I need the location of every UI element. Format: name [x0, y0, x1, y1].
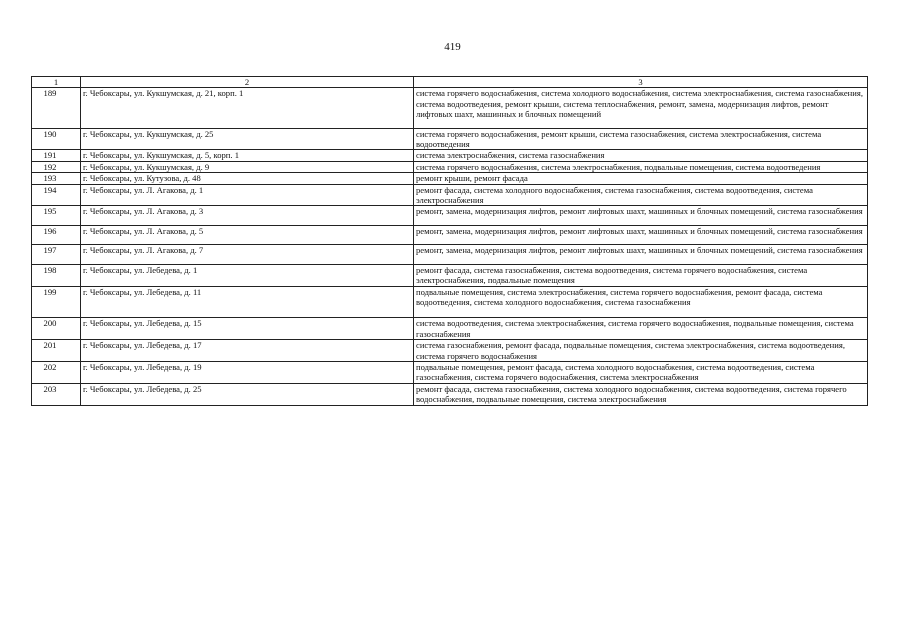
- row-works: ремонт фасада, система газоснабжения, система холодного водоснабжения, система водоотведения, система горячего водоснабжения, подвальные помещения, система электроснабжения: [414, 383, 868, 405]
- row-address: г. Чебоксары, ул. Л. Агакова, д. 3: [81, 206, 414, 225]
- row-number: 191: [32, 150, 81, 161]
- row-works: система горячего водоснабжения, ремонт крыши, система газоснабжения, система электроснабжения, система водоотведения: [414, 128, 868, 150]
- table-header-row: [32, 77, 868, 88]
- table-body: [32, 88, 868, 405]
- row-works: ремонт, замена, модернизация лифтов, ремонт лифтовых шахт, машинных и блочных помещений, система газоснабжения: [414, 225, 868, 244]
- row-number: 198: [32, 264, 81, 286]
- row-works: ремонт фасада, система холодного водоснабжения, система газоснабжения, система водоотведения, система электроснабжения: [414, 184, 868, 206]
- row-works: система электроснабжения, система газоснабжения: [414, 150, 868, 161]
- row-address: г. Чебоксары, ул. Л. Агакова, д. 1: [81, 184, 414, 206]
- table-row: [32, 383, 868, 405]
- table-row: [32, 245, 868, 264]
- row-number: 195: [32, 206, 81, 225]
- table-row: [32, 340, 868, 362]
- row-address: г. Чебоксары, ул. Л. Агакова, д. 7: [81, 245, 414, 264]
- table-row: [32, 128, 868, 150]
- table-row: [32, 161, 868, 172]
- row-address: г. Чебоксары, ул. Кукшумская, д. 25: [81, 128, 414, 150]
- table-row: [32, 88, 868, 128]
- row-number: 193: [32, 173, 81, 184]
- row-number: 203: [32, 383, 81, 405]
- row-number: 197: [32, 245, 81, 264]
- row-address: г. Чебоксары, ул. Кукшумская, д. 5, корп. 1: [81, 150, 414, 161]
- row-works: система горячего водоснабжения, система электроснабжения, подвальные помещения, система водоотведения: [414, 161, 868, 172]
- row-address: г. Чебоксары, ул. Кукшумская, д. 9: [81, 161, 414, 172]
- row-address: г. Чебоксары, ул. Л. Агакова, д. 5: [81, 225, 414, 244]
- row-address: г. Чебоксары, ул. Лебедева, д. 25: [81, 383, 414, 405]
- registry-table: [31, 76, 868, 406]
- row-number: 200: [32, 318, 81, 340]
- table-row: [32, 361, 868, 383]
- row-address: г. Чебоксары, ул. Лебедева, д. 19: [81, 361, 414, 383]
- row-works: система газоснабжения, ремонт фасада, подвальные помещения, система электроснабжения, система водоотведения, система горячего водоснабжения: [414, 340, 868, 362]
- table-row: [32, 206, 868, 225]
- table-row: [32, 225, 868, 244]
- column-header-3: 3: [414, 77, 868, 88]
- row-number: 189: [32, 88, 81, 128]
- row-works: подвальные помещения, ремонт фасада, система холодного водоснабжения, система водоотведения, система газоснабжения, система горячего водоснабжения, система электроснабжения: [414, 361, 868, 383]
- table-row: [32, 264, 868, 286]
- row-works: ремонт фасада, система газоснабжения, система водоотведения, система горячего водоснабжения, система электроснабжения, подвальные помещения: [414, 264, 868, 286]
- row-address: г. Чебоксары, ул. Лебедева, д. 1: [81, 264, 414, 286]
- column-header-2: 2: [81, 77, 414, 88]
- table-row: [32, 318, 868, 340]
- row-works: система горячего водоснабжения, система холодного водоснабжения, система электроснабжения, система газоснабжения, система водоотведения, ремонт крыши, система теплоснабжения, ремонт, замена, модернизация лифтов, ремонт лифтовых шахт, машинных и блочных помещений: [414, 88, 868, 128]
- row-works: ремонт, замена, модернизация лифтов, ремонт лифтовых шахт, машинных и блочных помещений, система газоснабжения: [414, 245, 868, 264]
- row-number: 190: [32, 128, 81, 150]
- row-number: 194: [32, 184, 81, 206]
- table-row: [32, 184, 868, 206]
- row-works: система водоотведения, система электроснабжения, система горячего водоснабжения, подвальные помещения, система газоснабжения: [414, 318, 868, 340]
- table-row: [32, 150, 868, 161]
- table-row: [32, 173, 868, 184]
- table-row: [32, 286, 868, 318]
- row-works: подвальные помещения, система электроснабжения, система горячего водоснабжения, ремонт фасада, система водоотведения, система холодного водоснабжения, система газоснабжения: [414, 286, 868, 318]
- row-address: г. Чебоксары, ул. Кукшумская, д. 21, корп. 1: [81, 88, 414, 128]
- row-address: г. Чебоксары, ул. Кутузова, д. 48: [81, 173, 414, 184]
- row-number: 201: [32, 340, 81, 362]
- row-works: ремонт, замена, модернизация лифтов, ремонт лифтовых шахт, машинных и блочных помещений, система газоснабжения: [414, 206, 868, 225]
- row-address: г. Чебоксары, ул. Лебедева, д. 11: [81, 286, 414, 318]
- row-address: г. Чебоксары, ул. Лебедева, д. 15: [81, 318, 414, 340]
- row-number: 202: [32, 361, 81, 383]
- page-number: 419: [444, 41, 461, 53]
- row-number: 199: [32, 286, 81, 318]
- row-number: 196: [32, 225, 81, 244]
- column-header-1: 1: [32, 77, 81, 88]
- row-address: г. Чебоксары, ул. Лебедева, д. 17: [81, 340, 414, 362]
- row-works: ремонт крыши, ремонт фасада: [414, 173, 868, 184]
- row-number: 192: [32, 161, 81, 172]
